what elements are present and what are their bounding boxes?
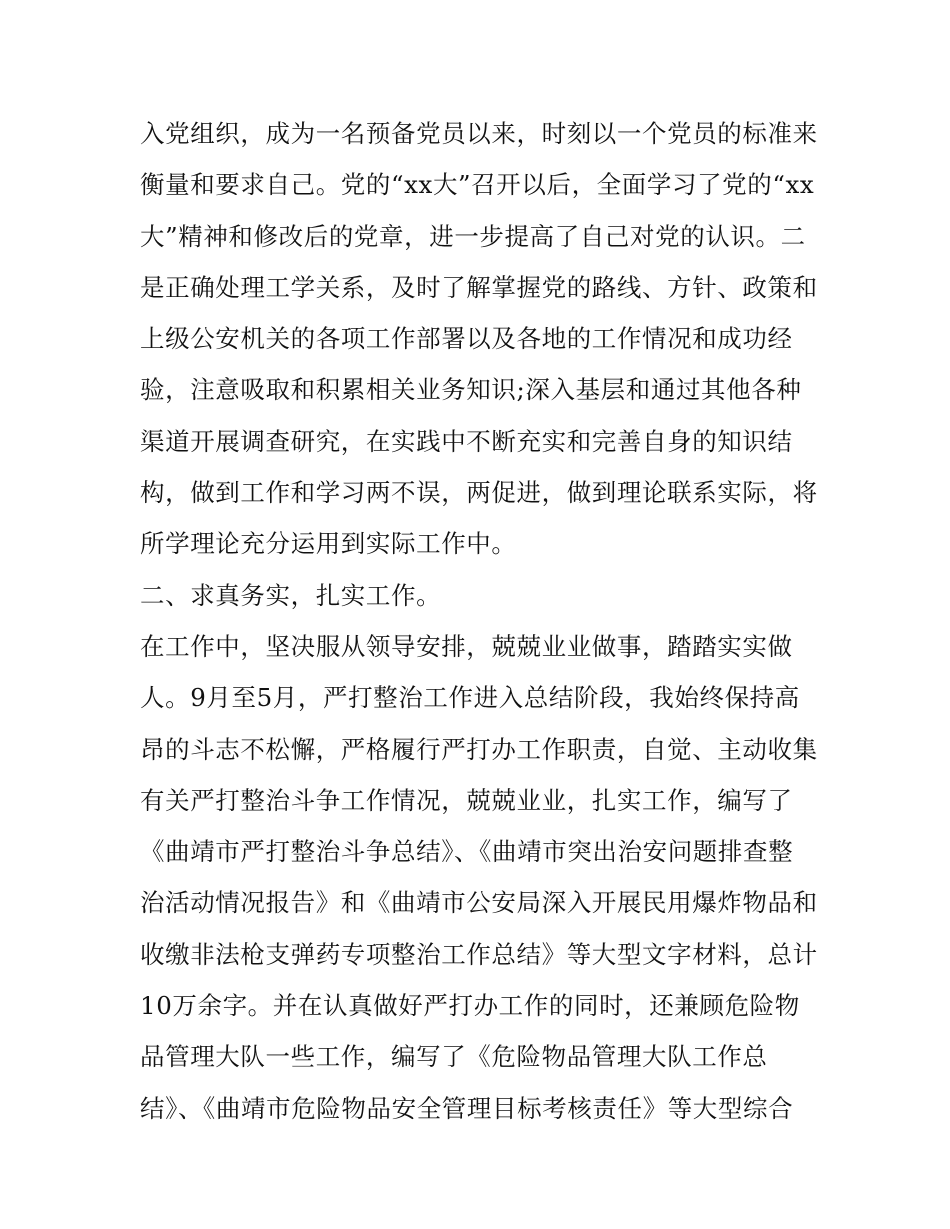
text-line: 昂的斗志不松懈，严格履行严打办工作职责，自觉、主动收集 [140,734,818,764]
section-heading: 二、求真务实，扎实工作。 [140,580,442,610]
text-line: 验，注意吸取和积累相关业务知识;深入基层和通过其他各种 [140,375,802,405]
text-line: 人。9月至5月，严打整治工作进入总结阶段，我始终保持高 [140,683,800,713]
text-line: 大”精神和修改后的党章，进一步提高了自己对党的认识。二 [140,221,806,251]
text-line: 所学理论充分运用到实际工作中。 [140,529,517,559]
text-line: 衡量和要求自己。党的“xx大”召开以后，全面学习了党的“xx [140,170,815,200]
text-line: 有关严打整治斗争工作情况，兢兢业业，扎实工作，编写了 [140,785,793,815]
text-line: 《曲靖市严打整治斗争总结》、《曲靖市突出治安问题排查整 [140,837,794,867]
text-line: 收缴非法枪支弹药专项整治工作总结》等大型文字材料，总计 [140,939,818,969]
text-line: 是正确处理工学关系，及时了解掌握党的路线、方针、政策和 [140,272,818,302]
text-line: 10万余字。并在认真做好严打办工作的同时，还兼顾危险物 [140,991,800,1021]
text-line: 结》、《曲靖市危险物品安全管理目标考核责任》等大型综合 [140,1093,794,1123]
text-line: 入党组织，成为一名预备党员以来，时刻以一个党员的标准来 [140,119,818,148]
text-line: 上级公安机关的各项工作部署以及各地的工作情况和成功经 [140,324,793,354]
text-line: 品管理大队一些工作，编写了《危险物品管理大队工作总 [140,1042,768,1072]
text-line: 在工作中，坚决服从领导安排，兢兢业业做事，踏踏实实做 [140,631,793,661]
document-body [140,108,830,1134]
text-line: 渠道开展调查研究，在实践中不断充实和完善自身的知识结 [140,426,793,456]
text-line: 治活动情况报告》和《曲靖市公安局深入开展民用爆炸物品和 [140,888,818,918]
text-line: 构，做到工作和学习两不误，两促进，做到理论联系实际，将 [140,478,818,508]
